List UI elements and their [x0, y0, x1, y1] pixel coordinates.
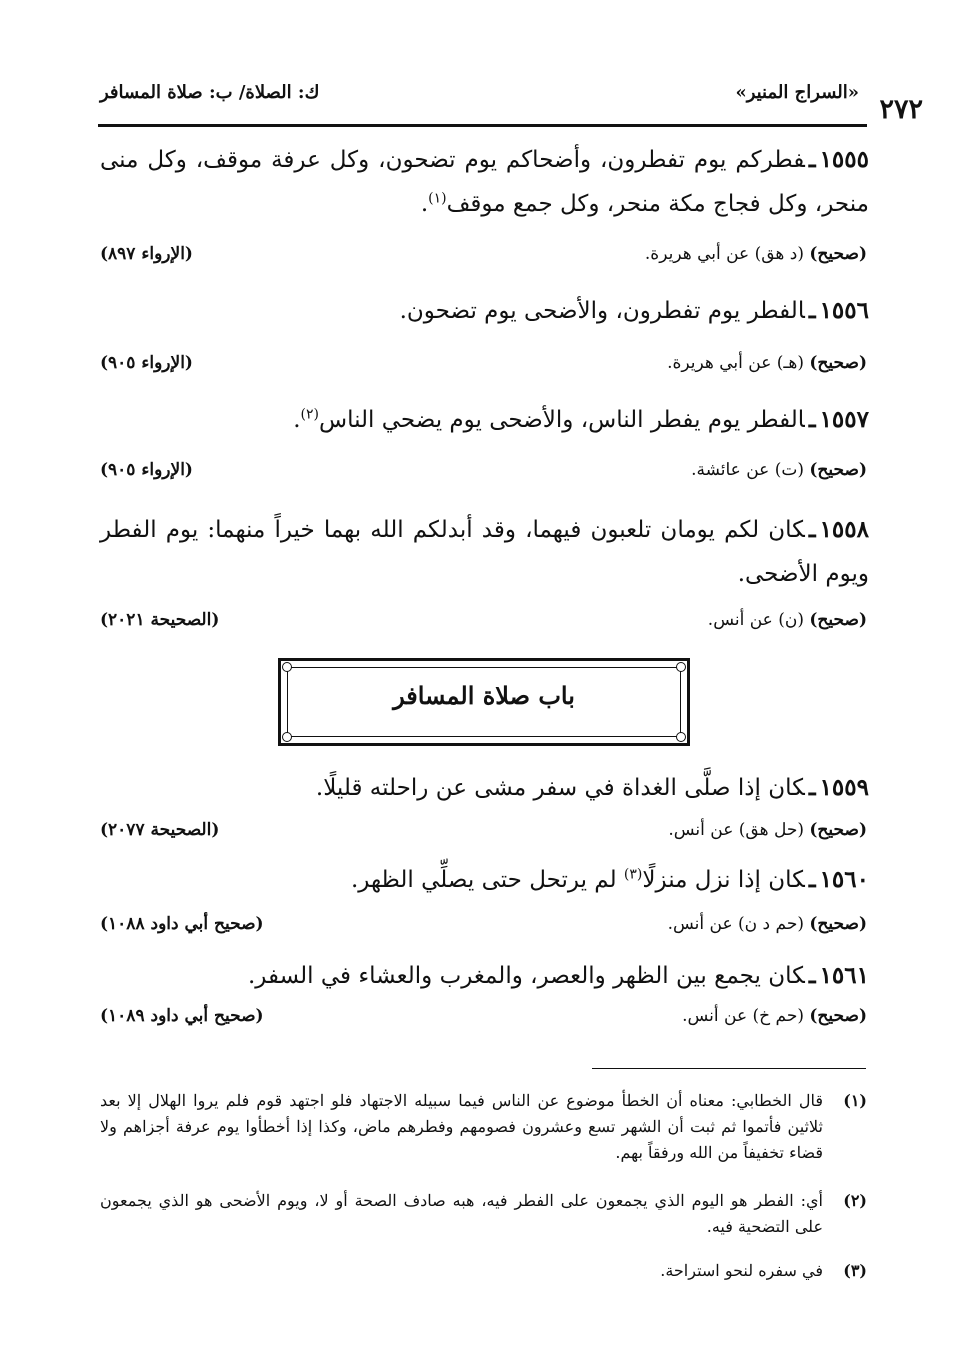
- chapter-heading-box: [278, 658, 690, 746]
- hadith-number: ١٥٥٥: [819, 146, 869, 173]
- hadith-number: ١٥٦١: [819, 962, 869, 989]
- footnote-mark: (١): [843, 1091, 867, 1110]
- footnote-ref[interactable]: (٣): [623, 866, 643, 883]
- hadith-text: كان إذا صلَّى الغداة في سفر مشى عن راحلته قليلًا.: [315, 775, 805, 801]
- grade-reference: (الإرواء ٨٩٧): [100, 244, 193, 264]
- grade-line-1557: [100, 460, 867, 490]
- corner-ornament: [282, 732, 292, 742]
- grade-line-1559: [100, 820, 867, 850]
- grade-label: (صحيح): [809, 820, 867, 840]
- grade-label: (صحيح): [809, 460, 867, 480]
- grade-source: (د هق) عن أبي هريرة.: [644, 244, 804, 264]
- dash: ـ: [808, 146, 816, 173]
- hadith-number: ١٥٥٨: [819, 516, 869, 543]
- grade-reference: (الإرواء ٩٠٥): [100, 353, 193, 373]
- footnote-ref[interactable]: (١): [428, 190, 447, 207]
- corner-ornament: [676, 662, 686, 672]
- grade-reference: (الصحيحة ٢٠٧٧): [100, 820, 220, 840]
- hadith-text: كان لكم يومان تلعبون فيهما، وقد أبدلكم الله بهما خيراً منهما: يوم الفطر ويوم الأضحى.: [100, 517, 869, 587]
- hadith-1557: [100, 398, 869, 442]
- hadith-text-before: كان إذا نزل منزلًا: [642, 867, 805, 893]
- dash: ـ: [808, 866, 816, 893]
- grade-info: [668, 820, 867, 840]
- footnote-1: [100, 1088, 867, 1166]
- footnote-text: في سفره لنحو استراحة.: [660, 1261, 823, 1280]
- grade-line-1556: [100, 353, 867, 383]
- grade-source: (حم خ) عن أنس.: [682, 1006, 804, 1026]
- hadith-end: .: [420, 191, 429, 217]
- grade-source: (حل هق) عن أنس.: [668, 820, 804, 840]
- page-header: [100, 70, 923, 125]
- footnote-mark: (٢): [843, 1191, 867, 1210]
- grade-source: (حم د ن) عن أنس.: [667, 914, 804, 934]
- grade-label: (صحيح): [809, 244, 867, 264]
- grade-reference: (صحيح أبي داود ١٠٨٩): [100, 1006, 264, 1026]
- header-rule: [98, 124, 867, 127]
- hadith-1561: [100, 954, 869, 998]
- grade-line-1555: [100, 244, 867, 274]
- hadith-number: ١٥٥٩: [819, 774, 869, 801]
- grade-line-1560: [100, 914, 867, 944]
- grade-source: (ن) عن أنس.: [707, 610, 804, 630]
- hadith-end: .: [293, 407, 301, 433]
- grade-line-1558: [100, 610, 867, 640]
- hadith-1556: [100, 289, 869, 333]
- hadith-1559: [100, 766, 869, 810]
- corner-ornament: [282, 662, 292, 672]
- footnote-mark: (٣): [843, 1261, 867, 1280]
- footnote-text: أي: الفطر هو اليوم الذي يجمعون على الفطر فيه، هبه صادف الصحة أو لا، ويوم الأضحى هو الذي يجمعون على التضحية فيه.: [100, 1191, 824, 1236]
- hadith-text: الفطر يوم تفطرون، والأضحى يوم تضحون.: [399, 298, 805, 324]
- footnote-ref[interactable]: (٢): [300, 406, 319, 423]
- chapter-title: باب صلاة المسافر: [393, 681, 575, 710]
- hadith-1560: [100, 858, 869, 902]
- page-number: ٢٧٢: [879, 94, 923, 125]
- grade-source: (هـ) عن أبي هريرة.: [667, 353, 804, 373]
- book-title: «السراج المنير»: [735, 82, 859, 103]
- hadith-text: الفطر يوم يفطر الناس، والأضحى يوم يضحي الناس: [319, 407, 805, 433]
- footnote-rule: [592, 1068, 866, 1069]
- grade-source: (ت) عن عائشة.: [691, 460, 804, 480]
- grade-info: [668, 914, 867, 934]
- grade-label: (صحيح): [809, 610, 867, 630]
- dash: ـ: [808, 774, 816, 801]
- grade-label: (صحيح): [809, 1006, 867, 1026]
- footnote-3: [100, 1258, 867, 1284]
- hadith-number: ١٥٦٠: [819, 866, 869, 893]
- hadith-number: ١٥٥٧: [819, 406, 869, 433]
- hadith-1555: [100, 138, 869, 226]
- grade-info: [708, 610, 867, 630]
- grade-reference: (الإرواء ٩٠٥): [100, 460, 193, 480]
- grade-info: [645, 244, 867, 264]
- footnote-2: [100, 1188, 867, 1240]
- footnote-text: قال الخطابي: معناه أن الخطأ موضوع عن الناس فيما سبيله الاجتهاد فلو اجتهد قوم فلم يروا الهلال إلا بعد ثلاثين فأتموا ثم ثبت أن الشهر تسع وعشرون فصومهم وفطرهم ماض، وكذا إذا أخطأوا يوم عرفة أجزاهم ولا قضاء تخفيفاً من الله ورفقاً بهم.: [100, 1091, 823, 1162]
- hadith-text: فطركم يوم تفطرون، وأضحاكم يوم تضحون، وكل عرفة موقف، وكل منى منحر، وكل فجاج مكة منحر، وكل جمع موقف: [100, 147, 869, 217]
- dash: ـ: [808, 962, 816, 989]
- grade-label: (صحيح): [809, 914, 867, 934]
- hadith-number: ١٥٥٦: [819, 297, 869, 324]
- section-title: ك: الصلاة/ ب: صلاة المسافر: [100, 82, 320, 103]
- grade-reference: (الصحيحة ٢٠٢١): [100, 610, 220, 630]
- grade-label: (صحيح): [809, 353, 867, 373]
- corner-ornament: [676, 732, 686, 742]
- hadith-1558: [100, 508, 869, 596]
- grade-line-1561: [100, 1006, 867, 1036]
- hadith-text-after: لم يرتحل حتى يصلِّي الظهر.: [350, 867, 624, 893]
- grade-info: [691, 460, 867, 480]
- dash: ـ: [808, 406, 816, 433]
- dash: ـ: [808, 516, 816, 543]
- grade-info: [667, 353, 867, 373]
- grade-info: [682, 1006, 867, 1026]
- grade-reference: (صحيح أبي داود ١٠٨٨): [100, 914, 264, 934]
- hadith-text: كان يجمع بين الظهر والعصر، والمغرب والعشاء في السفر.: [247, 963, 805, 989]
- dash: ـ: [808, 297, 816, 324]
